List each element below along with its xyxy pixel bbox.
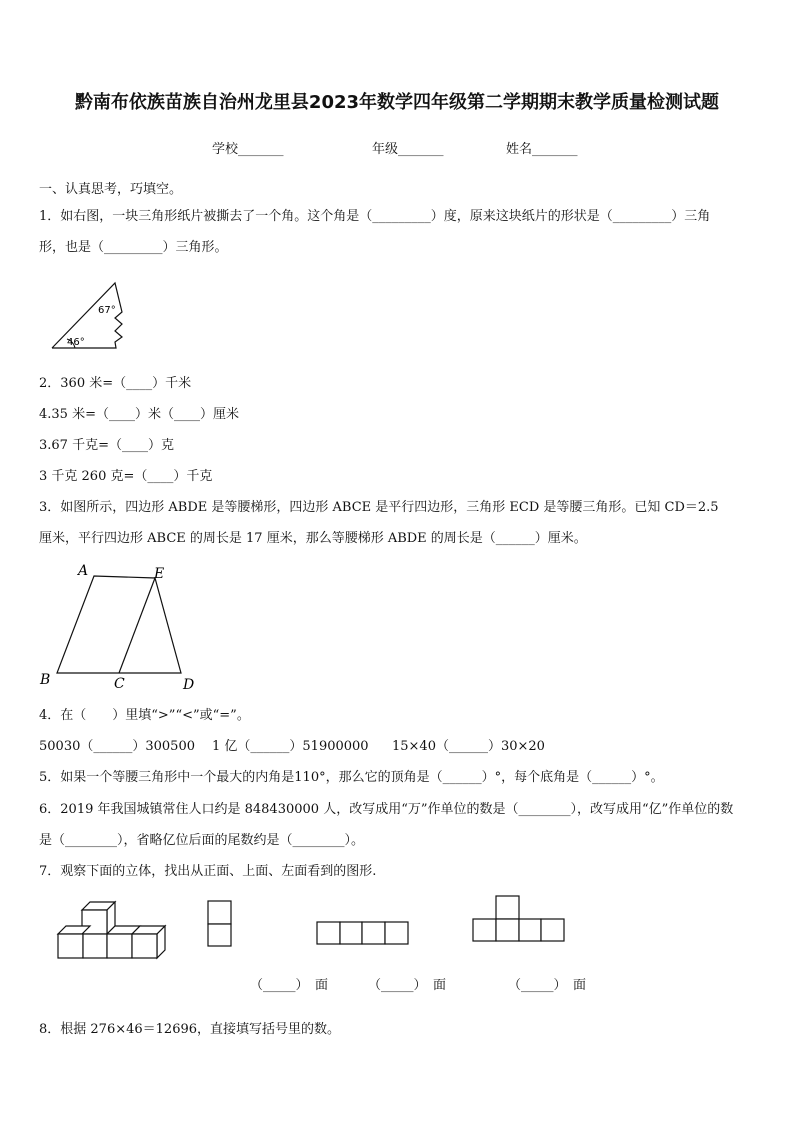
question-4-line1: 4．在（ ）里填“>”“<”或“=”。 [39,708,250,723]
question-7-line1: 7．观察下面的立体，找出从正面、上面、左面看到的图形. [39,864,377,879]
question-1-line2: 形，也是（_________）三角形。 [39,240,228,255]
question-4-item1: 50030（______）300500 [39,739,195,754]
question-2-line4: 3 千克 260 克=（____）千克 [39,469,213,484]
label-C: C [114,676,125,692]
label-B: B [40,672,51,688]
question-2-line1: 2．360 米=（____）千米 [39,376,192,391]
question-5: 5．如果一个等腰三角形中一个最大的内角是110°，那么它的顶角是（______）°，每个底角是（______）°。 [39,770,664,785]
question-3-line2: 厘米，平行四边形 ABCE 的周长是 17 厘米，那么等腰梯形 ABDE 的周长是（______）厘米。 [39,531,587,546]
grade-field: 年级_______ [372,142,444,157]
label-E: E [154,566,165,582]
section-heading: 一、认真思考，巧填空。 [39,182,183,197]
question-6-line2: 是（________），省略亿位后面的尾数约是（________）。 [39,833,365,848]
page-title: 黔南布依族苗族自治州龙里县2023年数学四年级第二学期期末教学质量检测试题 [74,92,720,113]
view-choice-3: （_____） 面 [508,978,587,993]
name-field: 姓名_______ [506,142,578,157]
view-choice-2: （_____） 面 [368,978,447,993]
question-6-line1: 6．2019 年我国城镇常住人口约是 848430000 人，改写成用“万”作单位的数是（________），改写成用“亿”作单位的数 [39,802,734,817]
question-2-line3: 3.67 千克=（____）克 [39,438,174,453]
view-choice-1: （_____） 面 [250,978,329,993]
label-D: D [183,677,195,693]
question-4-item3: 15×40（______）30×20 [392,739,545,754]
school-field: 学校_______ [212,142,284,157]
view-shape-3 [0,0,1,1]
angle-67-label: 67° [98,305,116,316]
question-3-line1: 3．如图所示，四边形 ABDE 是等腰梯形，四边形 ABCE 是平行四边形，三角形 ECD 是等腰三角形。已知 CD＝2.5 [39,500,719,515]
question-4-item2: 1 亿（______）51900000 [212,739,369,754]
question-8: 8．根据 276×46＝12696，直接填写括号里的数。 [39,1022,341,1037]
question-2-line2: 4.35 米=（____）米（____）厘米 [39,407,239,422]
angle-46-label: 46° [67,337,85,348]
question-1-line1: 1．如右图，一块三角形纸片被撕去了一个角。这个角是（_________）度，原来这块纸片的形状是（_________）三角 [39,209,711,224]
label-A: A [78,563,89,579]
